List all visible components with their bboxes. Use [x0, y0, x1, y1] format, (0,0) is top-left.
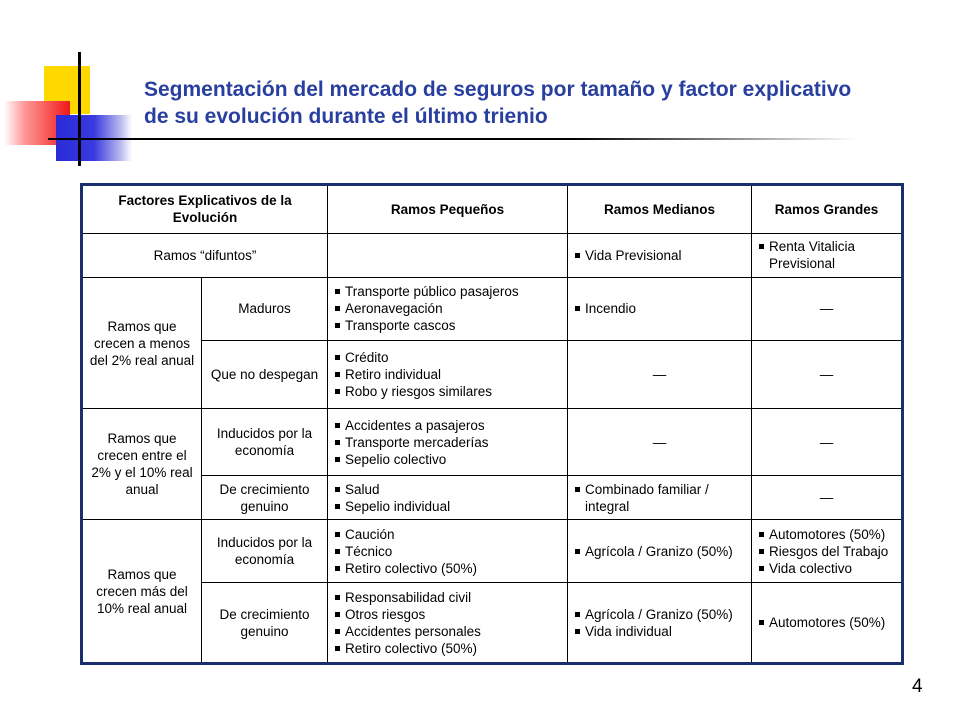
bullet-list — [334, 526, 561, 577]
list-item: Transporte mercaderías — [334, 434, 561, 451]
list-item: Robo y riesgos similares — [334, 383, 561, 400]
header-factores: Factores Explicativos de la Evolución — [82, 185, 328, 234]
bullet-list — [574, 606, 745, 640]
list-item: Caución — [334, 526, 561, 543]
cell-grandes — [752, 233, 903, 277]
page-number: 4 — [912, 676, 923, 697]
group-label-2-10: Ramos que crecen entre el 2% y el 10% real anual — [82, 409, 202, 520]
bullet-list — [758, 526, 895, 577]
logo-vertical-line — [78, 52, 81, 166]
list-item: Salud — [334, 481, 561, 498]
bullet-list — [574, 481, 745, 515]
table-row-genuino — [82, 475, 903, 519]
header-ramos-pequenos: Ramos Pequeños — [328, 185, 568, 234]
list-item: Incendio — [574, 300, 745, 317]
list-item: Accidentes a pasajeros — [334, 417, 561, 434]
list-item: Vida colectivo — [758, 560, 895, 577]
cell-pequenos — [328, 475, 568, 519]
table-row-maduros — [82, 277, 903, 340]
title-underline — [48, 138, 858, 140]
cell-medianos — [568, 520, 752, 583]
cell-medianos — [568, 233, 752, 277]
bullet-list — [334, 481, 561, 515]
list-item: Combinado familiar / integral — [574, 481, 745, 515]
cell-pequenos — [328, 340, 568, 409]
cell-grandes — [752, 475, 903, 519]
header-row — [82, 185, 903, 234]
cell-grandes — [752, 409, 903, 476]
cell-grandes — [752, 583, 903, 664]
sub-label: De crecimiento genuino — [202, 475, 328, 519]
cell-medianos — [568, 583, 752, 664]
bullet-list — [334, 283, 561, 334]
cell-medianos — [568, 340, 752, 409]
list-item: Crédito — [334, 349, 561, 366]
bullet-list — [334, 417, 561, 468]
cell-medianos — [568, 277, 752, 340]
list-item: Agrícola / Granizo (50%) — [574, 543, 745, 560]
cell-pequenos — [328, 409, 568, 476]
segmentation-table — [80, 183, 904, 665]
list-item: Transporte público pasajeros — [334, 283, 561, 300]
group-label-menos-2: Ramos que crecen a menos del 2% real anual — [82, 277, 202, 408]
header-ramos-medianos: Ramos Medianos — [568, 185, 752, 234]
empty-dash: — — [652, 434, 667, 450]
table-row-difuntos — [82, 233, 903, 277]
cell-medianos — [568, 409, 752, 476]
list-item: Retiro individual — [334, 366, 561, 383]
list-item: Vida individual — [574, 623, 745, 640]
list-item: Retiro colectivo (50%) — [334, 640, 561, 657]
table-row-inducidos — [82, 520, 903, 583]
list-item: Retiro colectivo (50%) — [334, 560, 561, 577]
table-row-que-no-despegan — [82, 340, 903, 409]
list-item: Transporte cascos — [334, 317, 561, 334]
empty-dash: — — [819, 366, 834, 382]
sub-label: Que no despegan — [202, 340, 328, 409]
bullet-list — [574, 543, 745, 560]
header-ramos-grandes: Ramos Grandes — [752, 185, 903, 234]
bullet-list — [334, 349, 561, 400]
empty-dash: — — [819, 490, 834, 506]
sub-label: Inducidos por la economía — [202, 520, 328, 583]
bullet-list — [758, 238, 895, 272]
empty-dash: — — [652, 366, 667, 382]
cell-pequenos — [328, 520, 568, 583]
cell-pequenos — [328, 277, 568, 340]
group-label-mas-10: Ramos que crecen más del 10% real anual — [82, 520, 202, 664]
list-item: Agrícola / Granizo (50%) — [574, 606, 745, 623]
empty-dash: — — [819, 301, 834, 317]
bullet-list — [758, 614, 895, 631]
list-item: Sepelio individual — [334, 498, 561, 515]
sub-label: De crecimiento genuino — [202, 583, 328, 664]
list-item: Técnico — [334, 543, 561, 560]
list-item: Sepelio colectivo — [334, 451, 561, 468]
decorative-logo — [0, 0, 140, 170]
list-item: Vida Previsional — [574, 247, 745, 264]
bullet-list — [574, 247, 745, 264]
list-item: Automotores (50%) — [758, 614, 895, 631]
cell-pequenos — [328, 583, 568, 664]
row-label-difuntos: Ramos “difuntos” — [82, 233, 328, 277]
list-item: Aeronavegación — [334, 300, 561, 317]
sub-label: Inducidos por la economía — [202, 409, 328, 476]
cell-medianos — [568, 475, 752, 519]
bullet-list — [334, 589, 561, 657]
list-item: Riesgos del Trabajo — [758, 543, 895, 560]
list-item: Otros riesgos — [334, 606, 561, 623]
table-row-inducidos — [82, 409, 903, 476]
table-row-genuino — [82, 583, 903, 664]
list-item: Accidentes personales — [334, 623, 561, 640]
cell-grandes — [752, 520, 903, 583]
sub-label: Maduros — [202, 277, 328, 340]
list-item: Automotores (50%) — [758, 526, 895, 543]
list-item: Responsabilidad civil — [334, 589, 561, 606]
bullet-list — [574, 300, 745, 317]
cell-empty — [328, 233, 568, 277]
cell-grandes — [752, 277, 903, 340]
slide-title: Segmentación del mercado de seguros por tamaño y factor explicativo de su evolución durante el último trienio — [144, 78, 852, 128]
cell-grandes — [752, 340, 903, 409]
empty-dash: — — [819, 434, 834, 450]
list-item: Renta Vitalicia Previsional — [758, 238, 895, 272]
